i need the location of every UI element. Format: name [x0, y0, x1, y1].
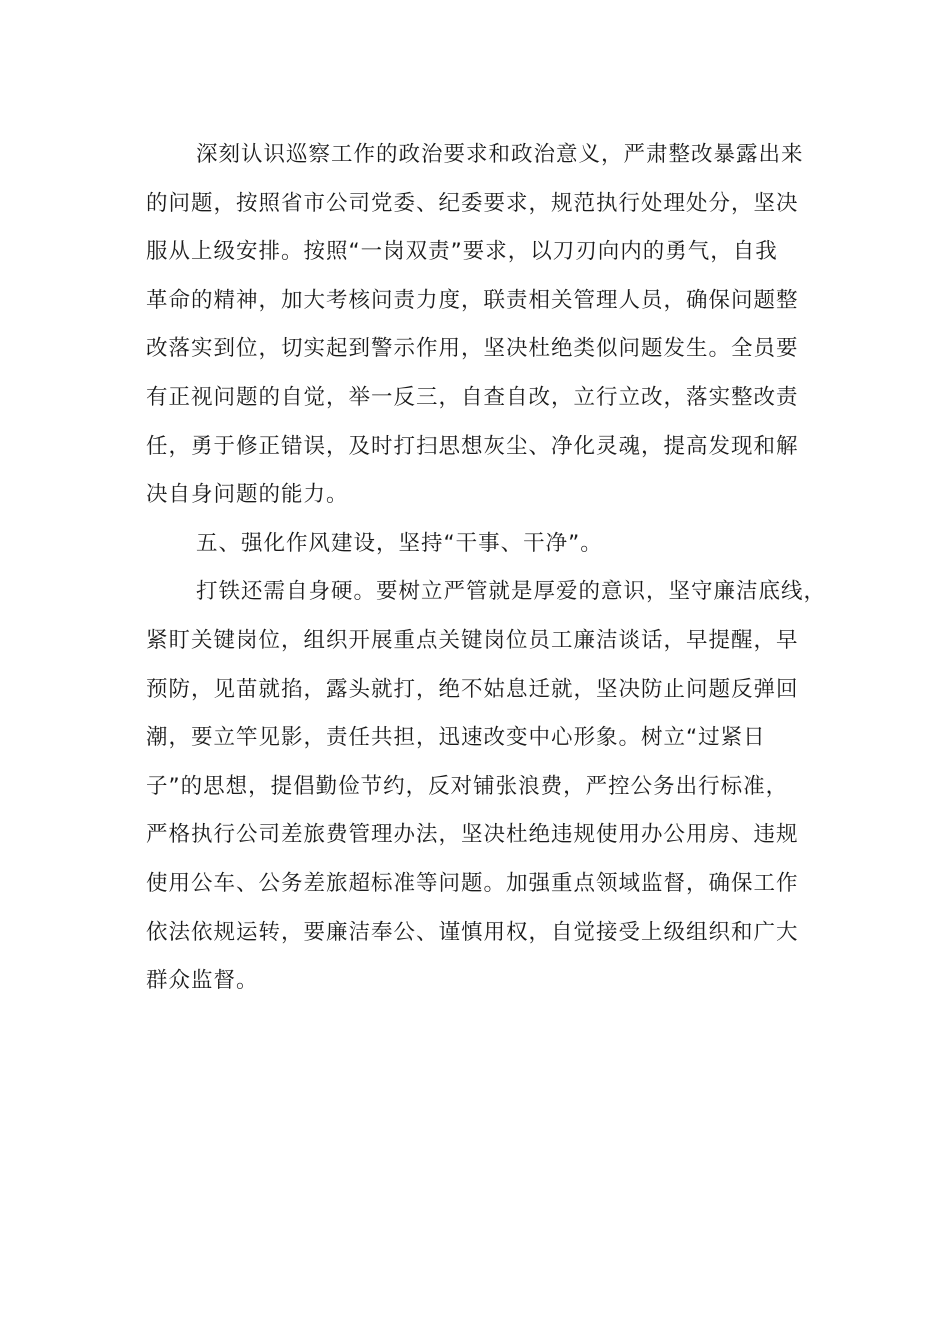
paragraph-line: 服从上级安排。按照“一岗双责”要求，以刀刃向内的勇气，自我 [146, 239, 778, 265]
paragraph-line: 子”的思想，提倡勤俭节约，反对铺张浪费，严控公务出行标准， [146, 773, 789, 799]
paragraph-line: 紧盯关键岗位，组织开展重点关键岗位员工廉洁谈话，早提醒，早 [146, 627, 799, 653]
paragraph-line: 的问题，按照省市公司党委、纪委要求，规范执行处理处分，坚决 [146, 190, 799, 216]
section-heading: 五、强化作风建设，坚持“干事、干净”。 [196, 530, 603, 556]
paragraph-line: 有正视问题的自觉，举一反三，自查自改，立行立改，落实整改责 [146, 384, 799, 410]
paragraph-line: 革命的精神，加大考核问责力度，联责相关管理人员，确保问题整 [146, 287, 799, 313]
document-body [146, 131, 827, 1006]
paragraph-line: 预防，见苗就掐，露头就打，绝不姑息迁就，坚决防止问题反弹回 [146, 676, 799, 702]
paragraph-line: 改落实到位，切实起到警示作用，坚决杜绝类似问题发生。全员要 [146, 336, 799, 362]
paragraph-line: 严格执行公司差旅费管理办法，坚决杜绝违规使用办公用房、违规 [146, 822, 799, 848]
paragraph-line: 依法依规运转，要廉洁奉公、谨慎用权，自觉接受上级组织和广大 [146, 919, 799, 945]
paragraph-line: 潮，要立竿见影，责任共担，迅速改变中心形象。树立“过紧日 [146, 725, 766, 751]
paragraph-line: 深刻认识巡察工作的政治要求和政治意义，严肃整改暴露出来 [196, 142, 804, 167]
paragraph-line: 使用公车、公务差旅超标准等问题。加强重点领域监督，确保工作 [146, 870, 799, 896]
paragraph-line: 决自身问题的能力。 [146, 482, 349, 508]
paragraph-line: 群众监督。 [146, 968, 259, 994]
paragraph-line: 任，勇于修正错误，及时打扫思想灰尘、净化灵魂，提高发现和解 [146, 433, 799, 459]
paragraph-line: 打铁还需自身硬。要树立严管就是厚爱的意识，坚守廉洁底线， [196, 579, 827, 605]
